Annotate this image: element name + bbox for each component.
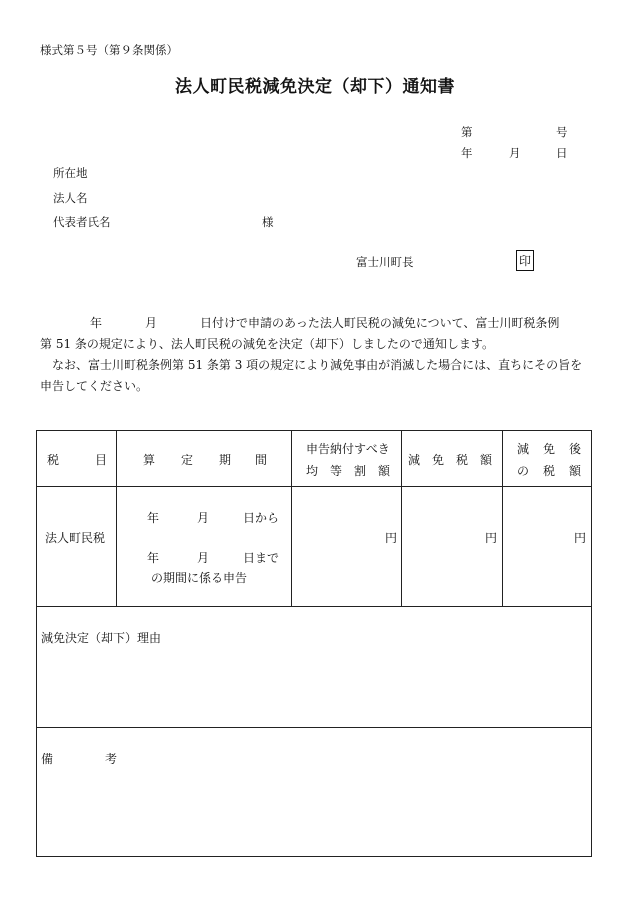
reduction-yen: 円 [485, 531, 498, 545]
table-col-divider [291, 431, 292, 606]
body-line-2: 第 51 条の規定により、法人町民税の減免を決定（却下）しましたので通知します。 [40, 337, 494, 351]
representative-label: 代表者氏名 [53, 215, 111, 229]
table-col-divider [502, 431, 503, 606]
period-note: の期間に係る申告 [151, 571, 248, 585]
date-month: 月 [509, 146, 521, 160]
table-row-divider [37, 606, 591, 607]
tax-item-value: 法人町民税 [45, 531, 106, 545]
doc-number-go: 号 [556, 125, 568, 139]
table-col-divider [116, 431, 117, 606]
issuer-title: 富士川町長 [356, 255, 414, 269]
honorific-sama: 様 [262, 215, 274, 229]
reduction-table: 税 目 算 定 期 間 申告納付すべき 均 等 割 額 減 免 税 額 減 免 後 の 税 額 法人町民税 年 月 日から 年 月 日まで の期間に係る申告 円 円 円 減免決定（却下）理由 備 考 [36, 430, 592, 857]
table-row-divider [37, 486, 591, 487]
document-title: 法人町民税減免決定（却下）通知書 [175, 77, 455, 97]
date-year: 年 [461, 146, 473, 160]
after-reduction-yen: 円 [574, 531, 587, 545]
body-line-4: 申告してください。 [40, 379, 149, 393]
table-row-divider [37, 727, 591, 728]
date-day: 日 [556, 146, 568, 160]
seal-mark: 印 [516, 250, 534, 271]
corp-name-label: 法人名 [53, 191, 88, 205]
address-label: 所在地 [53, 166, 88, 180]
form-number: 様式第５号（第９条関係） [40, 43, 178, 57]
body-line-1: 年 月 日付けで申請のあった法人町民税の減免について、富士川町税条例 [90, 316, 560, 330]
equal-levy-yen: 円 [385, 531, 398, 545]
body-line-3: なお、富士川町税条例第 51 条第 3 項の規定により減免事由が消滅した場合には、直ちにその旨を [52, 358, 583, 372]
table-col-divider [401, 431, 402, 606]
notice-body [40, 313, 596, 397]
doc-number-dai: 第 [461, 125, 473, 139]
reason-label: 減免決定（却下）理由 [41, 631, 162, 645]
